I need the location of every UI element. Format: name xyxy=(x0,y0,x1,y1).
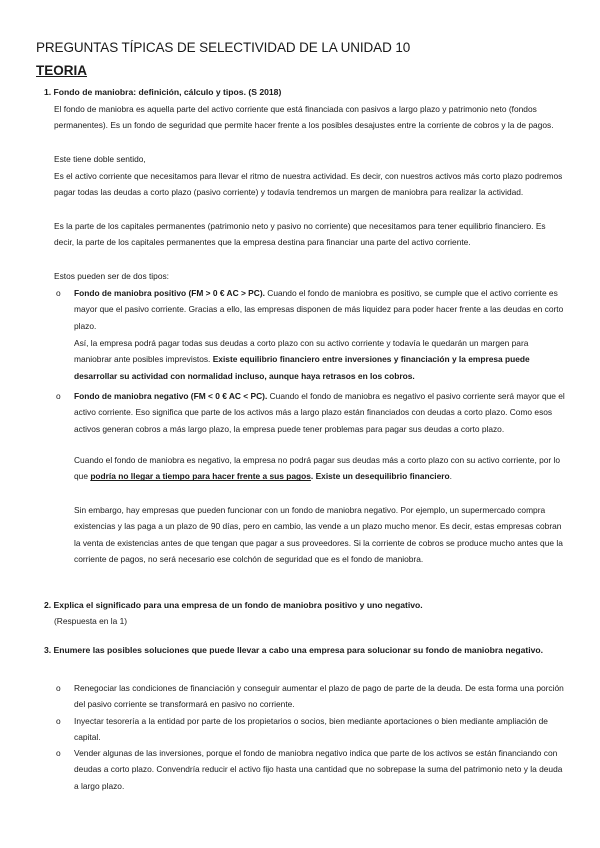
list-item: Inyectar tesorería a la entidad por parte de los propietarios o socios, bien mediante aportaciones o bien mediante ampliación de capital. xyxy=(74,716,548,743)
bold-text: Fondo de maniobra positivo (FM > 0 € AC > PC). xyxy=(74,288,265,298)
list-item: Vender algunas de las inversiones, porque el fondo de maniobra negativo indica que parte de los activos se están financiando con deudas a corto plazo. Convendría reducir el activo fijo hasta una cantidad que no sobrepase la suma del patrimonio neto y la deuda a largo plazo. xyxy=(74,748,563,791)
bullet-marker: o xyxy=(56,683,61,693)
bold-text: . Existe un desequilibrio financiero xyxy=(310,471,450,482)
list-item xyxy=(74,285,566,334)
text: Cuando el fondo de maniobra es negativo el pasivo corriente será mayor que el activo corriente. Eso significa que parte de los activos más a largo plazo están financiados con deudas a corto plazo. Como esos activos generan cobros a más largo plazo, la empresa puede tener problemas para pagar sus deudas a corto plazo. xyxy=(74,391,565,434)
question-1-heading: 1. Fondo de maniobra: definición, cálculo y tipos. (S 2018) xyxy=(44,87,282,97)
paragraph: El fondo de maniobra es aquella parte del activo corriente que está financiada con pasivos a largo plazo y patrimonio neto (fondos permanentes). Es un fondo de seguridad que permite hacer frente a los posibles desajustes entre la corriente de cobros y la de pagos. xyxy=(54,104,554,131)
answer-text: (Respuesta en la 1) xyxy=(54,616,128,626)
paragraph: Sin embargo, hay empresas que pueden funcionar con un fondo de maniobra negativo. Por ejemplo, un supermercado compra existencias y las paga a un plazo de 90 días, pero en cambio, las vende a un plazo mucho menor. Es decir, estas empresas cobran la venta de existencias antes de que tengan que pagar a sus proveedores. Si la corriente de cobros se produce mucho antes que la corriente de pagos, no será necesario ese colchón de seguridad que es el fondo de maniobra. xyxy=(74,505,563,564)
question-3-heading: 3. Enumere las posibles soluciones que puede llevar a cabo una empresa para solucionar su fondo de maniobra negativo. xyxy=(44,645,544,655)
section-title: TEORIA xyxy=(36,63,88,78)
bold-text: Existe equilibrio financiero entre inversiones y financiación y la empresa puede desarrollar su actividad con normalidad incluso, aunque haya retrasos en los cobros. xyxy=(74,354,530,381)
paragraph xyxy=(74,335,566,384)
paragraph: Este tiene doble sentido, xyxy=(54,154,146,164)
bullet-marker: o xyxy=(56,748,61,758)
document-title: PREGUNTAS TÍPICAS DE SELECTIVIDAD DE LA UNIDAD 10 xyxy=(36,40,411,55)
text: Cuando el fondo de maniobra es positivo, se cumple que el activo corriente es mayor que el pasivo corriente. Gracias a ello, las empresas disponen de más liquidez para poder hacer frente a las deudas en corto plazo. xyxy=(74,288,564,331)
list-item: Renegociar las condiciones de financiación y conseguir aumentar el plazo de pago de parte de la deuda. De esta forma una porción del pasivo corriente se transformará en pasivo no corriente. xyxy=(74,683,564,710)
text: Cuando el fondo de maniobra es negativo, la empresa no podrá pagar sus deudas más a corto plazo con su activo corriente, por lo que xyxy=(74,455,561,482)
list-item xyxy=(74,388,566,437)
paragraph: Es el activo corriente que necesitamos para llevar el ritmo de nuestra actividad. Es decir, con nuestros activos más corto plazo podremos pagar todas las deudas a corto plazo (pasivo corriente) y todavía tendremos un margen de maniobra para realizar la actividad. xyxy=(54,171,563,198)
bullet-marker: o xyxy=(56,288,61,298)
text: Así, la empresa podrá pagar todas sus deudas a corto plazo con su activo corriente y todavía le quedarán un margen para maniobrar ante posibles imprevistos. xyxy=(74,338,529,365)
bold-underlined-text: podría no llegar a tiempo para hacer frente a sus pagos xyxy=(90,471,311,482)
paragraph: Es la parte de los capitales permanentes (patrimonio neto y pasivo no corriente) que necesitamos para tener equilibrio financiero. Es decir, la parte de los capitales permanentes que la empresa destina para financiar una parte del activo corriente. xyxy=(54,221,546,248)
bullet-marker: o xyxy=(56,716,61,726)
paragraph: Estos pueden ser de dos tipos: xyxy=(54,271,169,281)
text: . xyxy=(449,471,452,482)
bold-text: Fondo de maniobra negativo (FM < 0 € AC < PC). xyxy=(74,391,268,401)
paragraph xyxy=(74,452,566,485)
bullet-marker: o xyxy=(56,391,61,401)
question-2-heading: 2. Explica el significado para una empresa de un fondo de maniobra positivo y uno negativo. xyxy=(44,600,423,610)
